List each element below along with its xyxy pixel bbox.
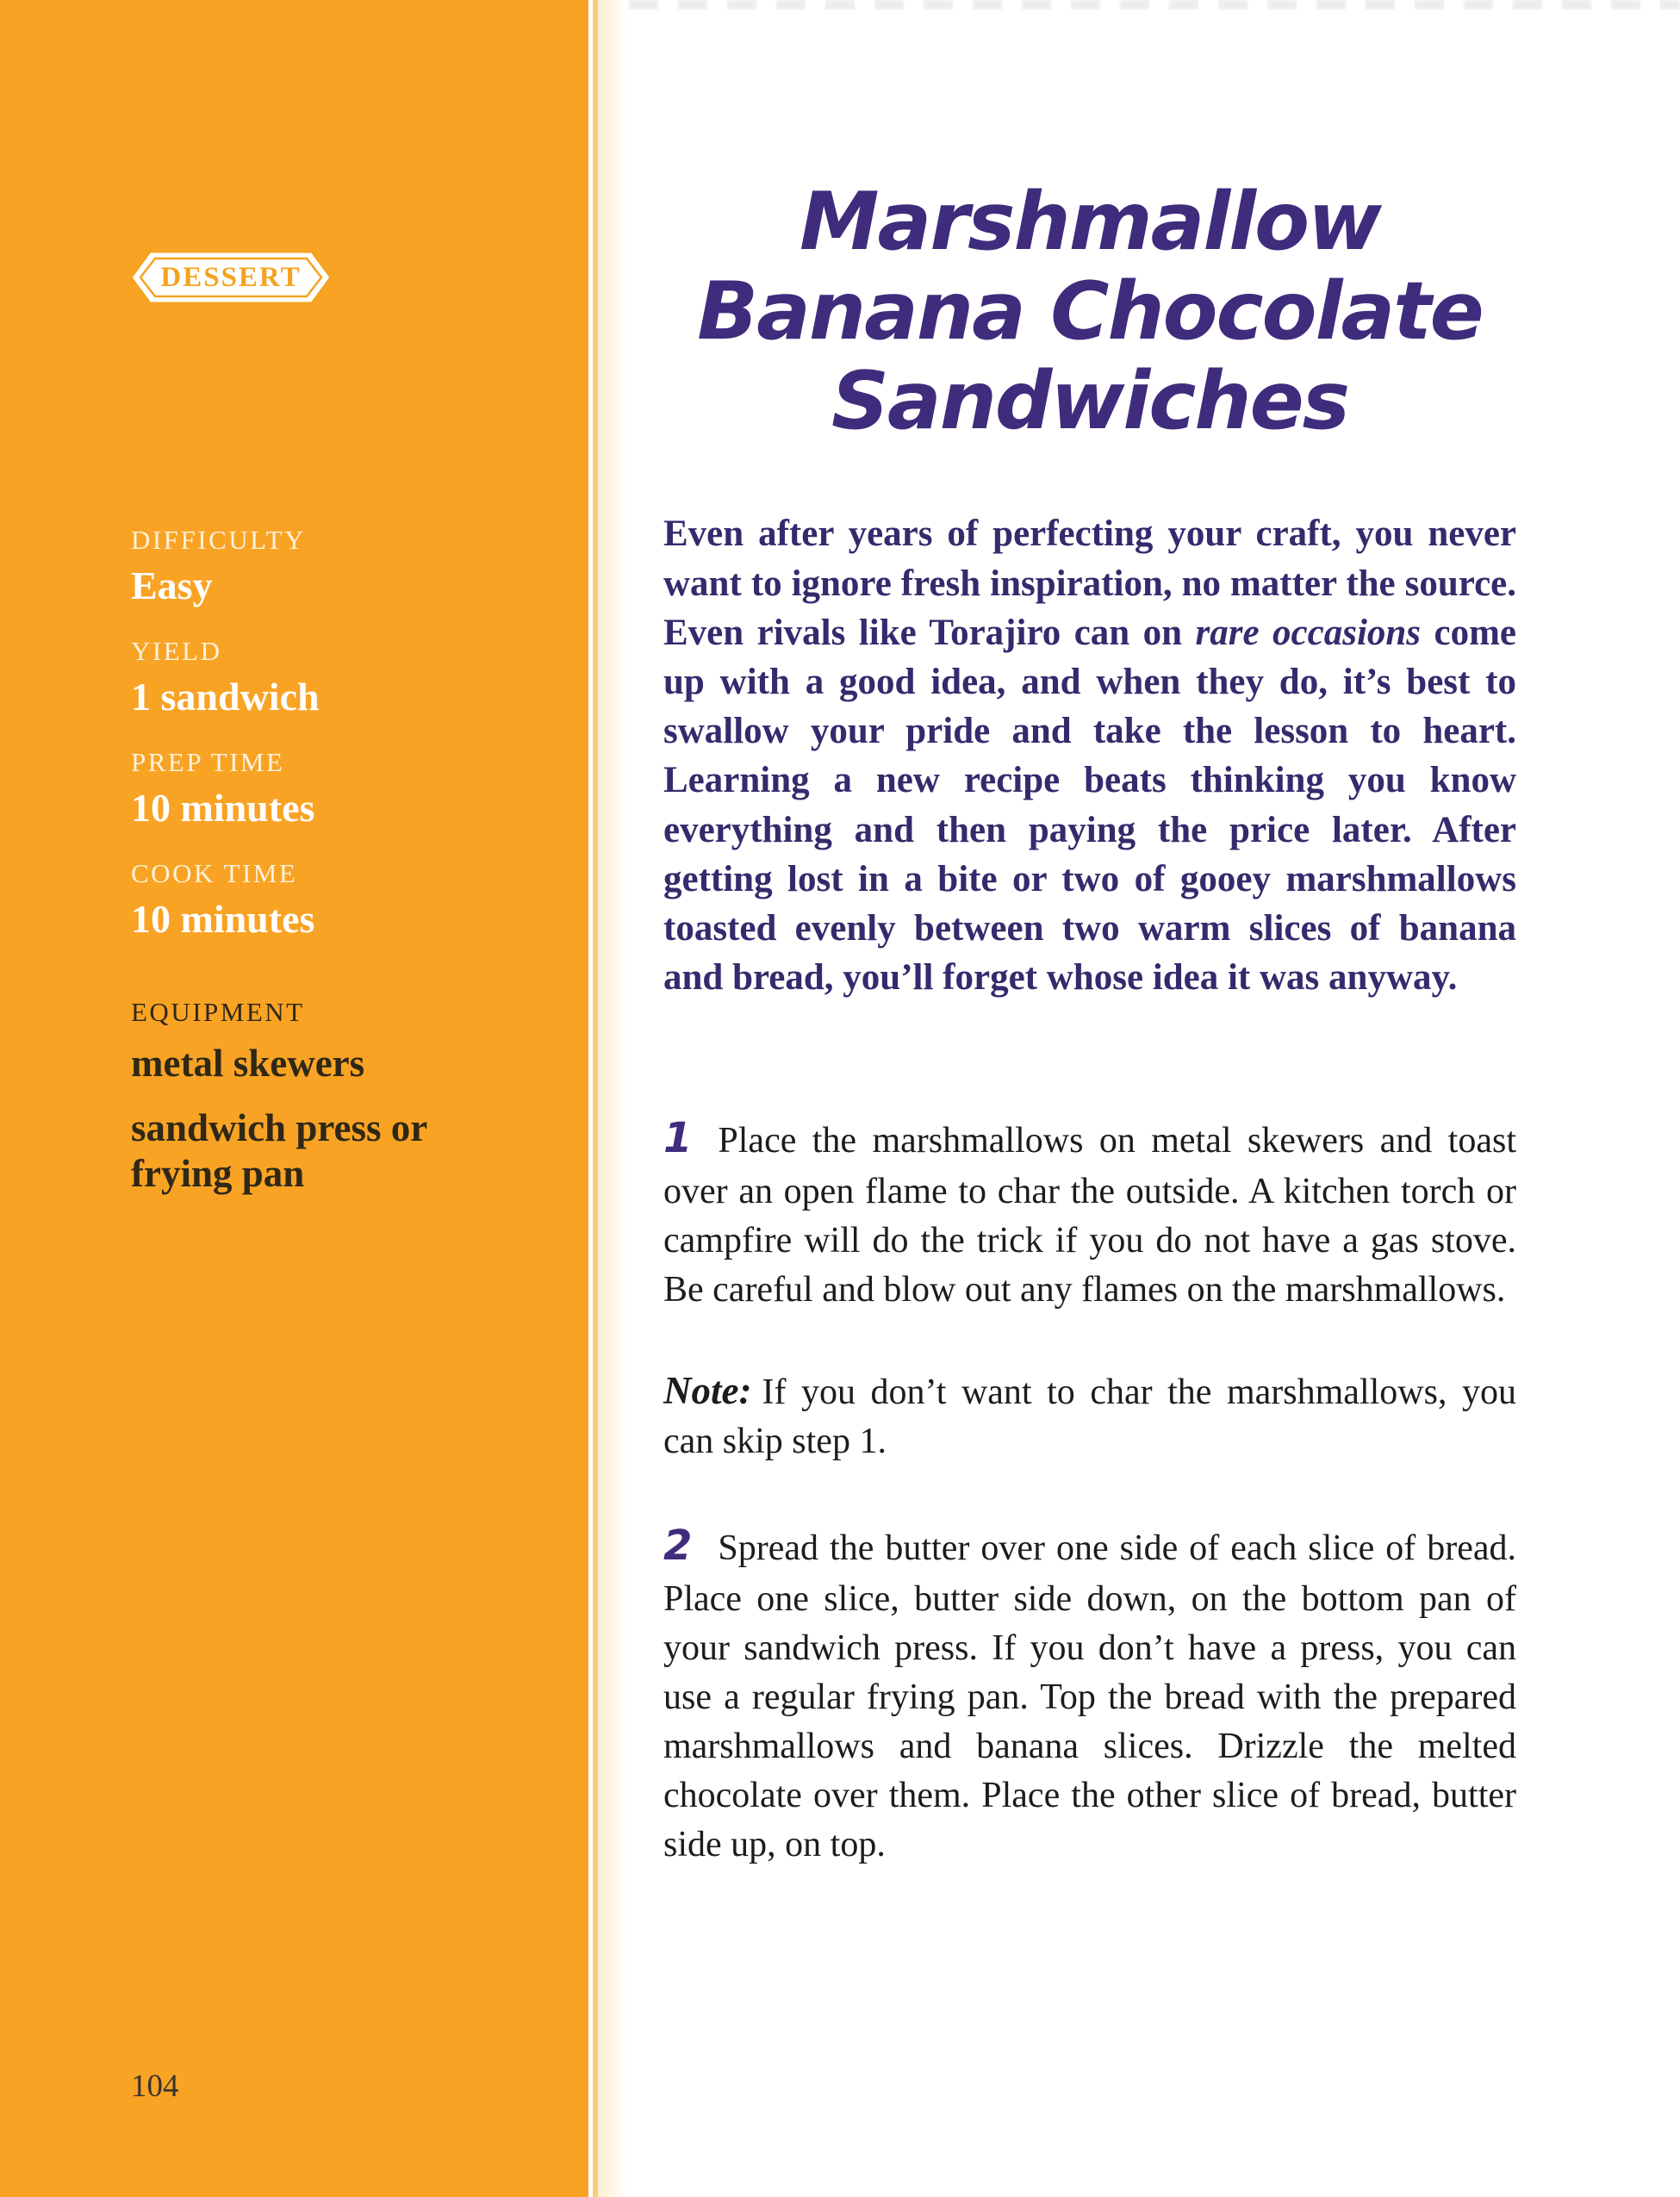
recipe-title — [663, 175, 1516, 448]
fact-difficulty-value: Easy — [131, 563, 213, 608]
fact-prep-time — [131, 746, 510, 831]
page-number: 104 — [131, 2069, 179, 2104]
fact-difficulty — [131, 524, 510, 609]
fact-difficulty-label: DIFFICULTY — [131, 525, 306, 555]
intro-text: Even after years of perfecting your craft, you never want to ignore fresh inspiration, no matter the source. Even rivals like Torajiro can on — [663, 513, 1516, 653]
fact-prep-time-label: PREP TIME — [131, 747, 285, 778]
equipment-section — [131, 996, 510, 1196]
equipment-item: sandwich press or frying pan — [131, 1105, 427, 1195]
intro-italic-phrase: rare occasions — [1195, 612, 1422, 653]
recipe-intro — [663, 509, 1516, 1002]
fact-cook-time-value: 10 minutes — [131, 897, 315, 942]
note-label: Note: — [663, 1368, 752, 1412]
step-2-text: Spread the butter over one side of each slice of bread. Place one slice, butter side down, on the bottom pan of your sandwich press. If you don’t have a press, you can use a regular frying pan. Top the bread with the prepared marshmallows and banana slices. Drizzle the melted chocolate over them. Place the other slice of bread, butter side up, on top. — [663, 1528, 1516, 1865]
step-2 — [663, 1518, 1516, 1870]
page-top-scan-artifact — [629, 0, 1680, 9]
dessert-badge-label: DESSERT — [160, 261, 302, 293]
intro-text: come up with a good idea, and when they do, it’s best to swallow your pride and take the lesson to heart. Learning a new recipe beats thinking you know everything and then paying the price later. After getting lost in a bite or two of gooey marshmallows toasted evenly between two warm slices of banana and bread, you’ll forget whose idea it was anyway. — [663, 612, 1516, 999]
fact-cook-time — [131, 857, 510, 943]
recipe-content — [663, 0, 1516, 1870]
equipment-label: EQUIPMENT — [131, 997, 305, 1028]
fact-prep-time-value: 10 minutes — [131, 786, 315, 831]
recipe-title-line: Marshmallow — [800, 175, 1380, 268]
fact-yield-label: YIELD — [131, 636, 222, 667]
recipe-note — [663, 1365, 1516, 1466]
recipe-title-line: Sandwiches — [831, 354, 1349, 448]
fact-cook-time-label: COOK TIME — [131, 858, 298, 889]
fact-yield — [131, 635, 510, 720]
fact-yield-value: 1 sandwich — [131, 675, 320, 719]
equipment-item: metal skewers — [131, 1041, 365, 1085]
recipe-facts — [131, 524, 510, 1216]
note-text: If you don’t want to char the marshmallows, you can skip step 1. — [663, 1372, 1516, 1462]
step-1 — [663, 1111, 1516, 1315]
dessert-badge — [128, 246, 334, 308]
sidebar-divider — [588, 0, 628, 2197]
step-1-text: Place the marshmallows on metal skewers and toast over an open flame to char the outside. A kitchen torch or campfire will do the trick if you do not have a gas stove. Be careful and blow out any flames on the marshmallows. — [663, 1121, 1516, 1310]
step-1-number: 1 — [663, 1114, 693, 1163]
step-2-number: 2 — [663, 1522, 693, 1571]
sidebar — [0, 0, 588, 2197]
recipe-title-line: Banana Chocolate — [697, 265, 1483, 358]
